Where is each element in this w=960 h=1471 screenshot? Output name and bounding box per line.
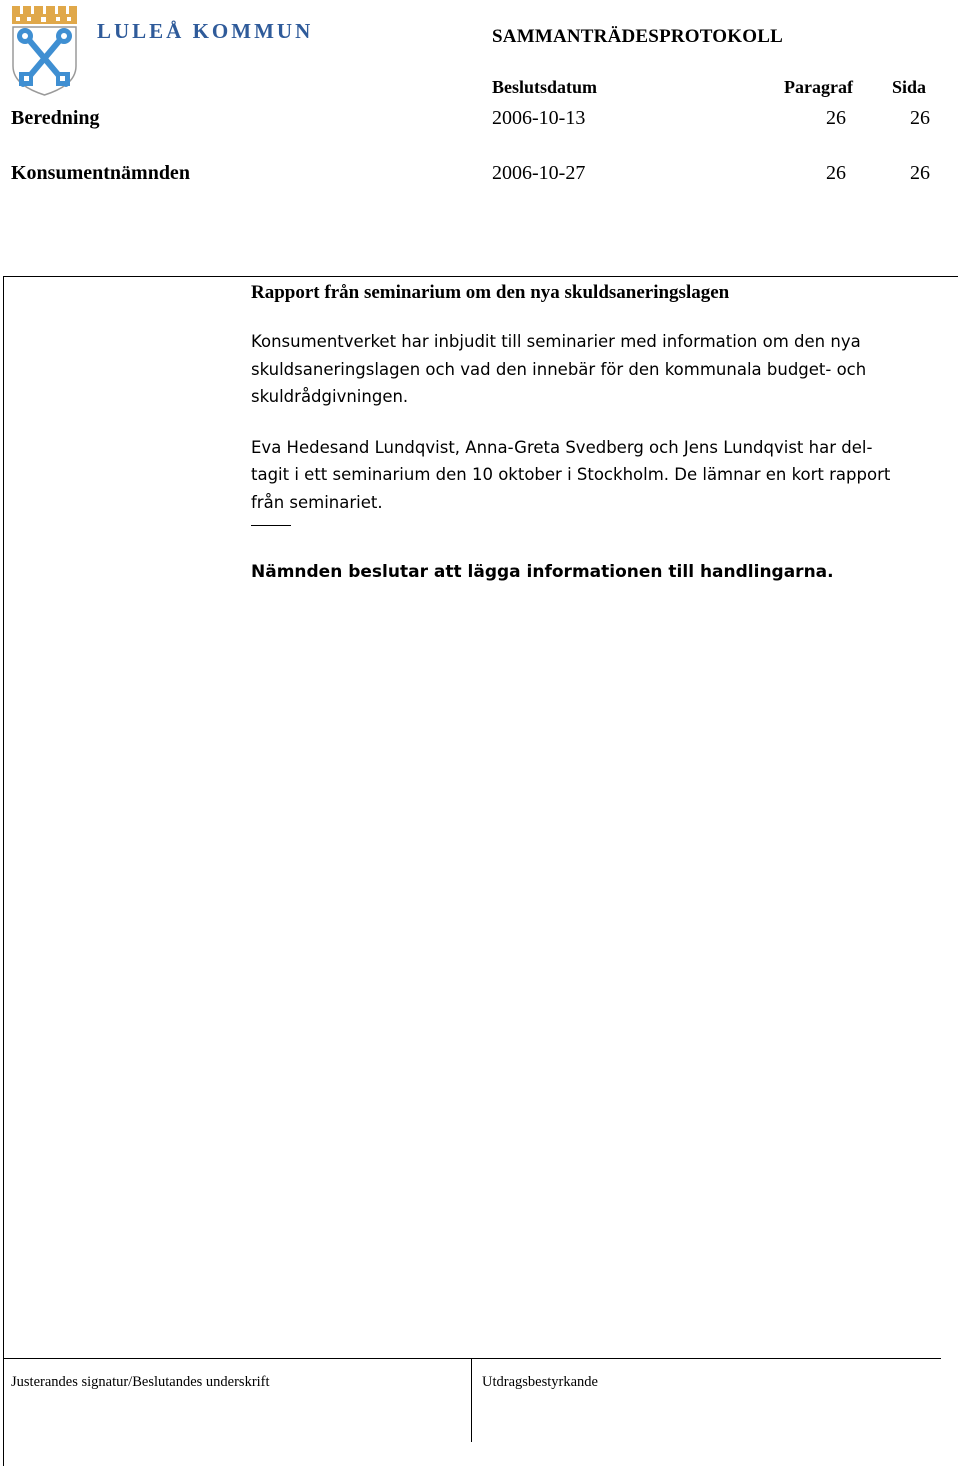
decision-text: Nämnden beslutar att lägga informationen till handlingarna. [251, 562, 834, 582]
row-date: 2006-10-13 [492, 107, 586, 129]
paragraph-line: tagit i ett seminarium den 10 oktober i Stockholm. De lämnar en kort rapport [251, 465, 891, 484]
row-body-name: Konsumentnämnden [11, 162, 190, 184]
content-left-border [3, 276, 4, 1466]
paragraph-line: skuldrådgivningen. [251, 387, 409, 406]
paragraph-line: från seminariet. [251, 492, 383, 512]
certification-label: Utdragsbestyrkande [482, 1374, 598, 1390]
row-paragraph: 26 [826, 107, 846, 129]
content-top-border [3, 276, 958, 277]
protocol-content [251, 282, 951, 582]
paragraph-background [251, 328, 951, 411]
paragraph-line: Konsumentverket har inbjudit till seminarier med information om den nya [251, 332, 861, 351]
paragraph-line: Eva Hedesand Lundqvist, Anna-Greta Svedberg och Jens Lundqvist har del- [251, 437, 873, 457]
row-page: 26 [910, 107, 930, 129]
separator-dash [251, 525, 291, 526]
paragraph-line: skuldsaneringslagen och vad den innebär för den kommunala budget- och [251, 359, 867, 379]
paragraph-report [251, 434, 951, 517]
footer-top-border [3, 1358, 941, 1359]
row-date: 2006-10-27 [492, 162, 586, 184]
signature-label: Justerandes signatur/Beslutandes underskrift [11, 1374, 270, 1390]
organization-name: LULEÅ KOMMUN [97, 19, 314, 43]
row-paragraph: 26 [826, 162, 846, 184]
column-header-date: Beslutsdatum [492, 77, 598, 97]
section-title: Rapport från seminarium om den nya skuldsaneringslagen [251, 282, 730, 303]
row-page: 26 [910, 162, 930, 184]
footer-divider [471, 1358, 472, 1442]
column-header-page: Sida [892, 77, 927, 97]
coat-of-arms-logo [10, 4, 78, 96]
document-title: SAMMANTRÄDESPROTOKOLL [492, 26, 783, 47]
column-header-paragraph: Paragraf [784, 77, 853, 97]
row-body-name: Beredning [11, 107, 100, 129]
